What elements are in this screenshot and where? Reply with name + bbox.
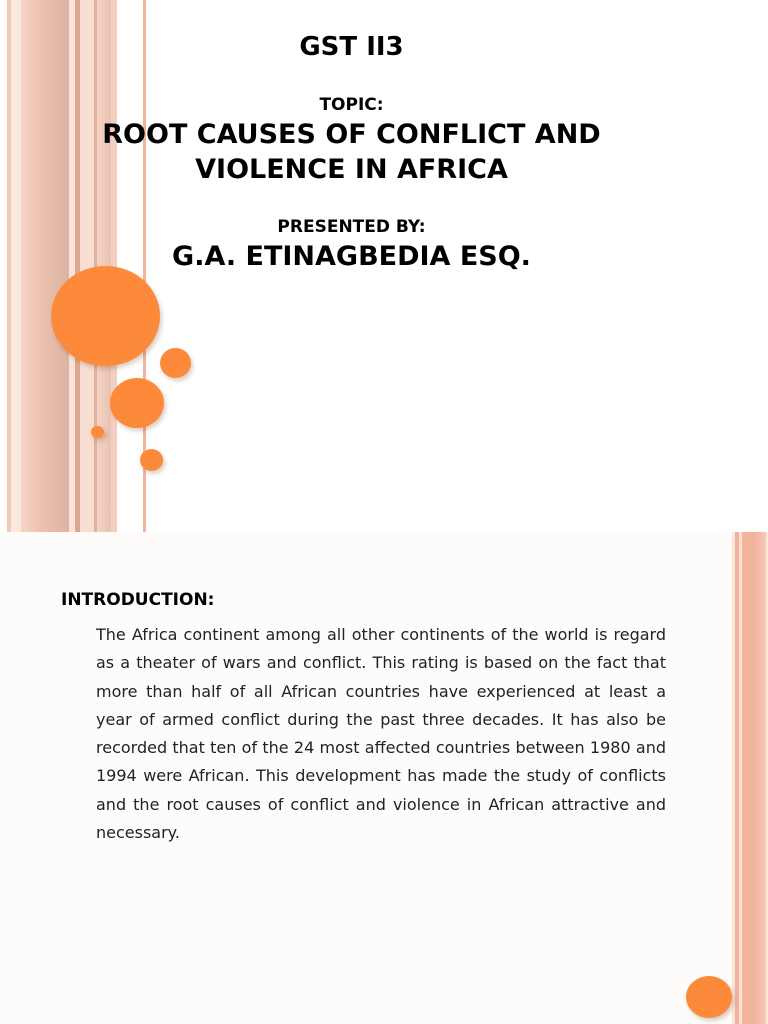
decor-stripe [742,532,766,1024]
decor-circle-large [51,266,160,366]
decor-circle-small [160,348,191,378]
topic-label: TOPIC: [319,95,384,115]
decor-circle-corner [686,976,732,1018]
section-heading: INTRODUCTION: [61,590,215,610]
slide-title-line-2: VIOLENCE IN AFRICA [195,154,508,185]
presented-by-label: PRESENTED BY: [277,217,426,237]
presenter-name: G.A. ETINAGBEDIA ESQ. [172,241,531,272]
decor-circle-medium [110,378,164,428]
decor-circle-small [140,449,163,471]
slide-title-line-1: ROOT CAUSES OF CONFLICT AND [102,119,601,150]
decor-circle-tiny [91,426,104,438]
introduction-slide [0,532,768,1024]
introduction-paragraph: The Africa continent among all other continents of the world is regard as a theater of wars and conflict. This rating is based on the fact that more than half of all African countries have experienced at least a year of armed conflict during the past three decades. It has also be recorded that ten of the 24 most affected countries between 1980 and 1994 were African. This development has made the study of conflicts and the root causes of conflict and violence in African attractive and necessary. [96,625,666,843]
course-code: GST II3 [299,32,404,62]
